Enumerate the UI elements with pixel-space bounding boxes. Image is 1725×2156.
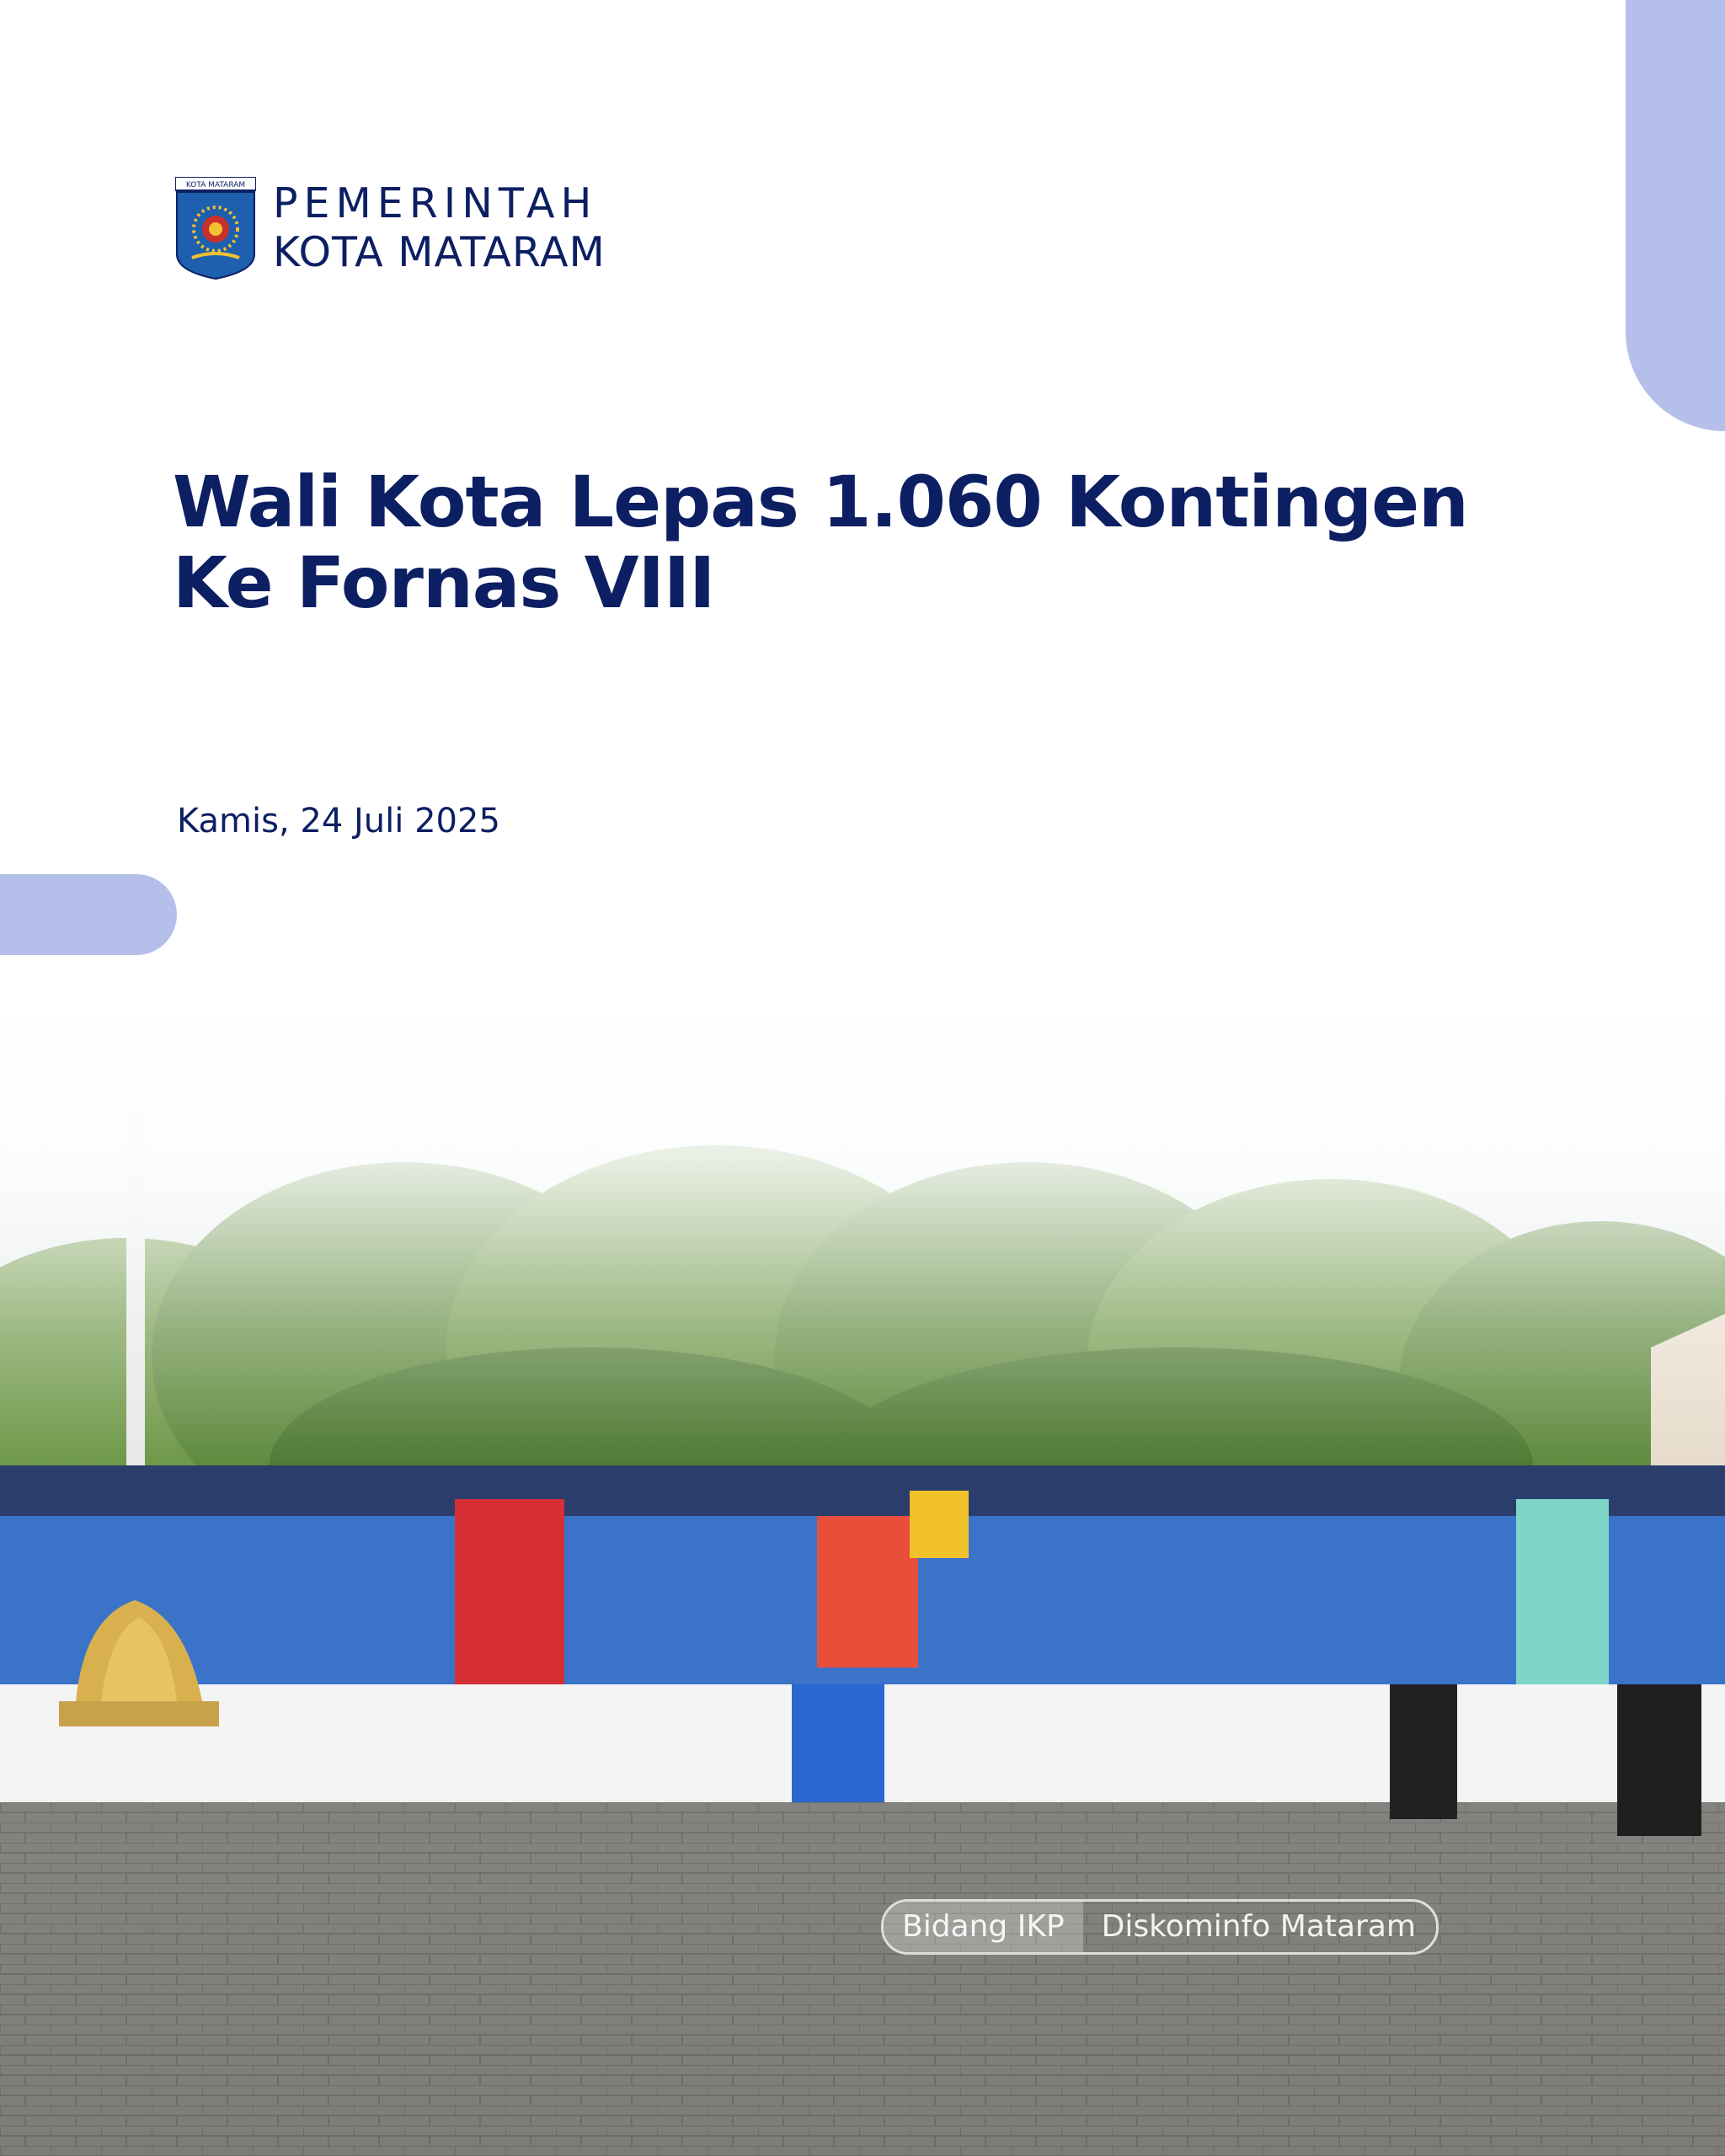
headline-line1: Wali Kota Lepas 1.060 Kontingen xyxy=(173,461,1468,543)
org-name-line2: KOTA MATARAM xyxy=(273,228,606,276)
watermark-left: Bidang IKP xyxy=(884,1902,1083,1952)
headline-line2: Ke Fornas VIII xyxy=(173,542,715,624)
photo-fade-overlay xyxy=(0,994,1725,1465)
event-photo xyxy=(0,994,1725,2156)
headline xyxy=(173,462,1588,623)
accent-shape-top-right xyxy=(1626,0,1725,431)
crowd xyxy=(0,1465,1725,1836)
crest-label: KOTA MATARAM xyxy=(185,181,246,189)
city-crest-logo xyxy=(175,177,256,280)
government-logo-block xyxy=(175,177,606,280)
publish-date: Kamis, 24 Juli 2025 xyxy=(177,802,500,841)
watermark-right: Diskominfo Mataram xyxy=(1101,1909,1416,1944)
accent-pill-left xyxy=(0,874,177,955)
org-name-line1: PEMERINTAH xyxy=(273,179,598,227)
watermark xyxy=(881,1899,1439,1955)
